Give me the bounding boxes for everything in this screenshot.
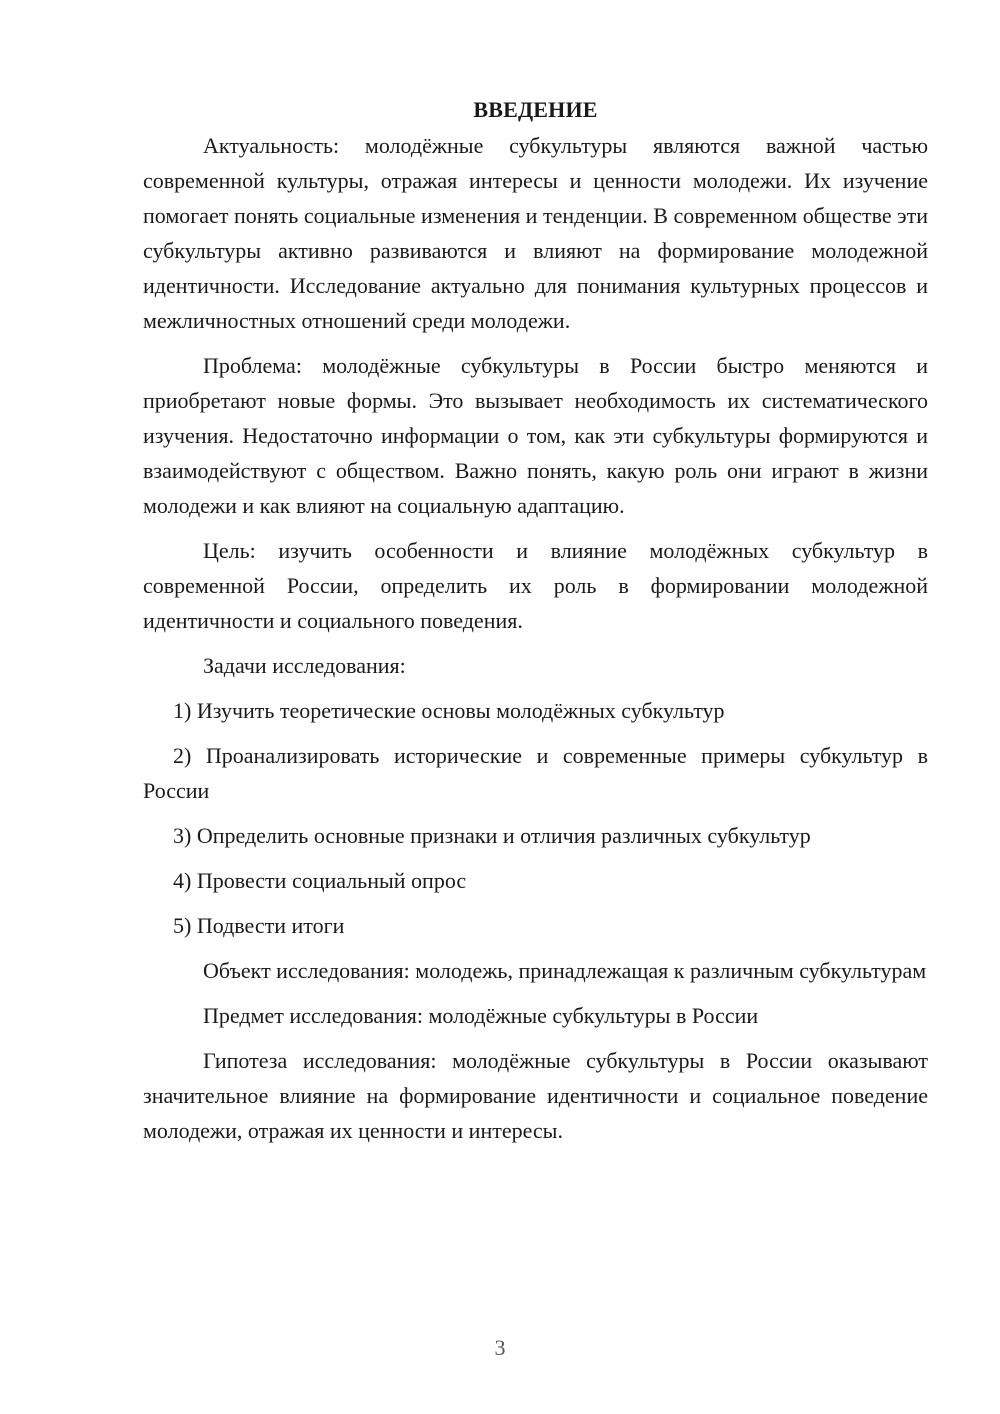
task-item: 1) Изучить теоретические основы молодёжных субкультур: [173, 698, 725, 723]
tasks-list: [143, 693, 928, 943]
problem-paragraph: Проблема: молодёжные субкультуры в России быстро меняются и приобретают новые формы. Это вызывает необходимость их систематического изучения. Недостаточно информации о том, как эти субкультуры формируются и взаимодействуют с обществом. Важно понять, какую роль они играют в жизни молодежи и как влияют на социальную адаптацию.: [143, 353, 928, 518]
subject-paragraph: Предмет исследования: молодёжные субкультуры в России: [203, 1003, 759, 1028]
page-number: 3: [494, 1335, 506, 1360]
task-item: 4) Провести социальный опрос: [173, 868, 467, 893]
tasks-heading: Задачи исследования:: [203, 653, 406, 678]
task-item: 3) Определить основные признаки и отличия различных субкультур: [173, 823, 811, 848]
task-item: 2) Проанализировать исторические и современные примеры субкультур в России: [143, 743, 928, 803]
goal-paragraph: Цель: изучить особенности и влияние молодёжных субкультур в современной России, определить их роль в формировании молодежной идентичности и социального поведения.: [143, 538, 928, 633]
document-page: [143, 94, 928, 1158]
section-title: ВВЕДЕНИЕ: [473, 97, 598, 122]
hypothesis-paragraph: Гипотеза исследования: молодёжные субкультуры в России оказывают значительное влияние на формирование идентичности и социальное поведение молодежи, отражая их ценности и интересы.: [143, 1048, 928, 1143]
relevance-paragraph: Актуальность: молодёжные субкультуры являются важной частью современной культуры, отражая интересы и ценности молодежи. Их изучение помогает понять социальные изменения и тенденции. В современном обществе эти субкультуры активно развиваются и влияют на формирование молодежной идентичности. Исследование актуально для понимания культурных процессов и межличностных отношений среди молодежи.: [143, 133, 928, 333]
task-item: 5) Подвести итоги: [173, 913, 345, 938]
object-paragraph: Объект исследования: молодежь, принадлежащая к различным субкультурам: [203, 958, 927, 983]
